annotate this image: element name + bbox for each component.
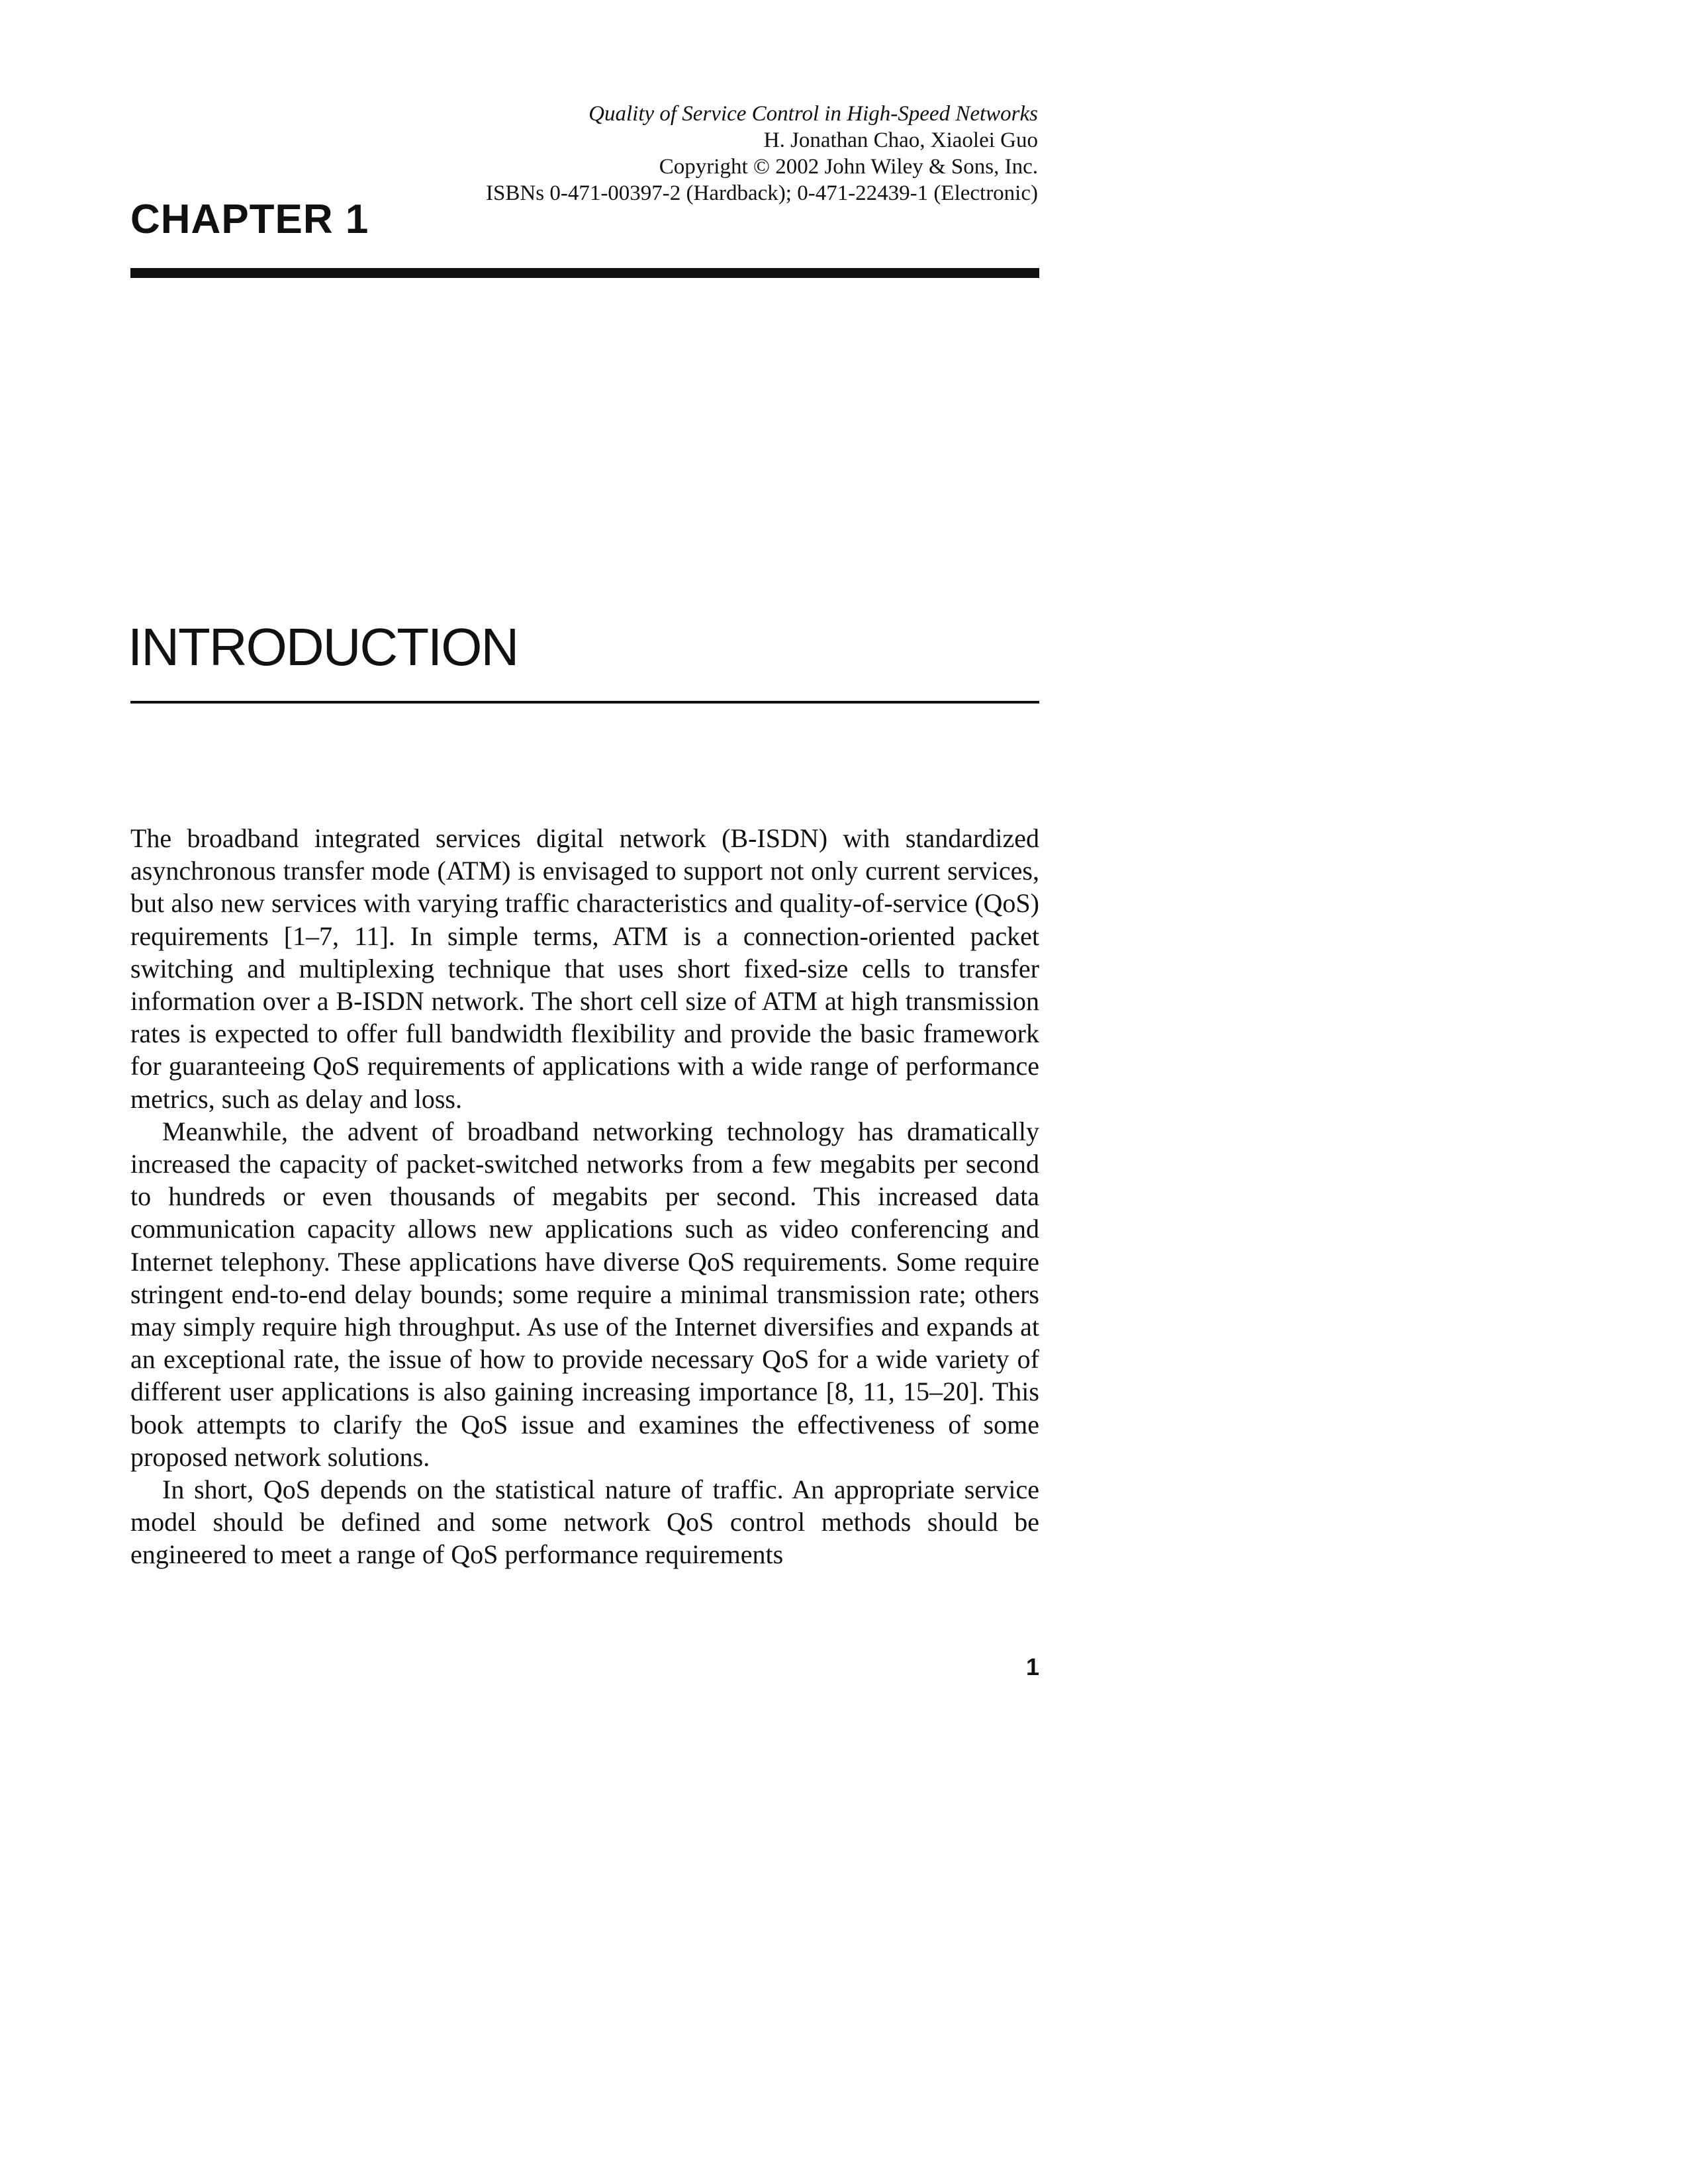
title-rule [130, 701, 1039, 704]
chapter-title: INTRODUCTION [128, 617, 518, 676]
paragraph: In short, QoS depends on the statistical nature of traffic. An appropriate service model should be defined and some network QoS control methods should be engineered to meet a range of QoS performance requirements [130, 1475, 1039, 1570]
copyright-line: Copyright © 2002 John Wiley & Sons, Inc. [659, 155, 1038, 179]
body-text [130, 822, 1039, 1571]
paragraph: The broadband integrated services digital network (B-ISDN) with standardized asynchronous transfer mode (ATM) is envisaged to support not only current services, but also new services with varying traffic characteristics and quality-of-service (QoS) requirements [1–7, 11]. In simple terms, ATM is a connection-oriented packet switching and multiplexing technique that uses short fixed-size cells to transfer information over a B-ISDN network. The short cell size of ATM at high transmission rates is expected to offer full bandwidth flexibility and provide the basic framework for guaranteeing QoS requirements of applications with a wide range of performance metrics, such as delay and loss. [130, 823, 1039, 1114]
chapter-label: CHAPTER 1 [130, 197, 369, 242]
book-title: Quality of Service Control in High-Speed Networks [588, 102, 1038, 126]
isbn-line: ISBNs 0-471-00397-2 (Hardback); 0-471-22439-1 (Electronic) [486, 181, 1038, 205]
book-authors: H. Jonathan Chao, Xiaolei Guo [763, 128, 1038, 152]
chapter-rule [130, 268, 1039, 278]
book-metadata [442, 101, 1038, 206]
page-number: 1 [1025, 1653, 1039, 1680]
paragraph: Meanwhile, the advent of broadband networking technology has dramatically increased the capacity of packet-switched networks from a few megabits per second to hundreds or even thousands of megabits per second. This increased data communication capacity allows new applications such as video conferencing and Internet telephony. These applications have diverse QoS requirements. Some require stringent end-to-end delay bounds; some require a minimal transmission rate; others may simply require high throughput. As use of the Internet diversifies and expands at an exceptional rate, the issue of how to provide necessary QoS for a wide variety of different user applications is also gaining increasing importance [8, 11, 15–20]. This book attempts to clarify the QoS issue and examines the effectiveness of some proposed network solutions. [130, 1116, 1039, 1472]
